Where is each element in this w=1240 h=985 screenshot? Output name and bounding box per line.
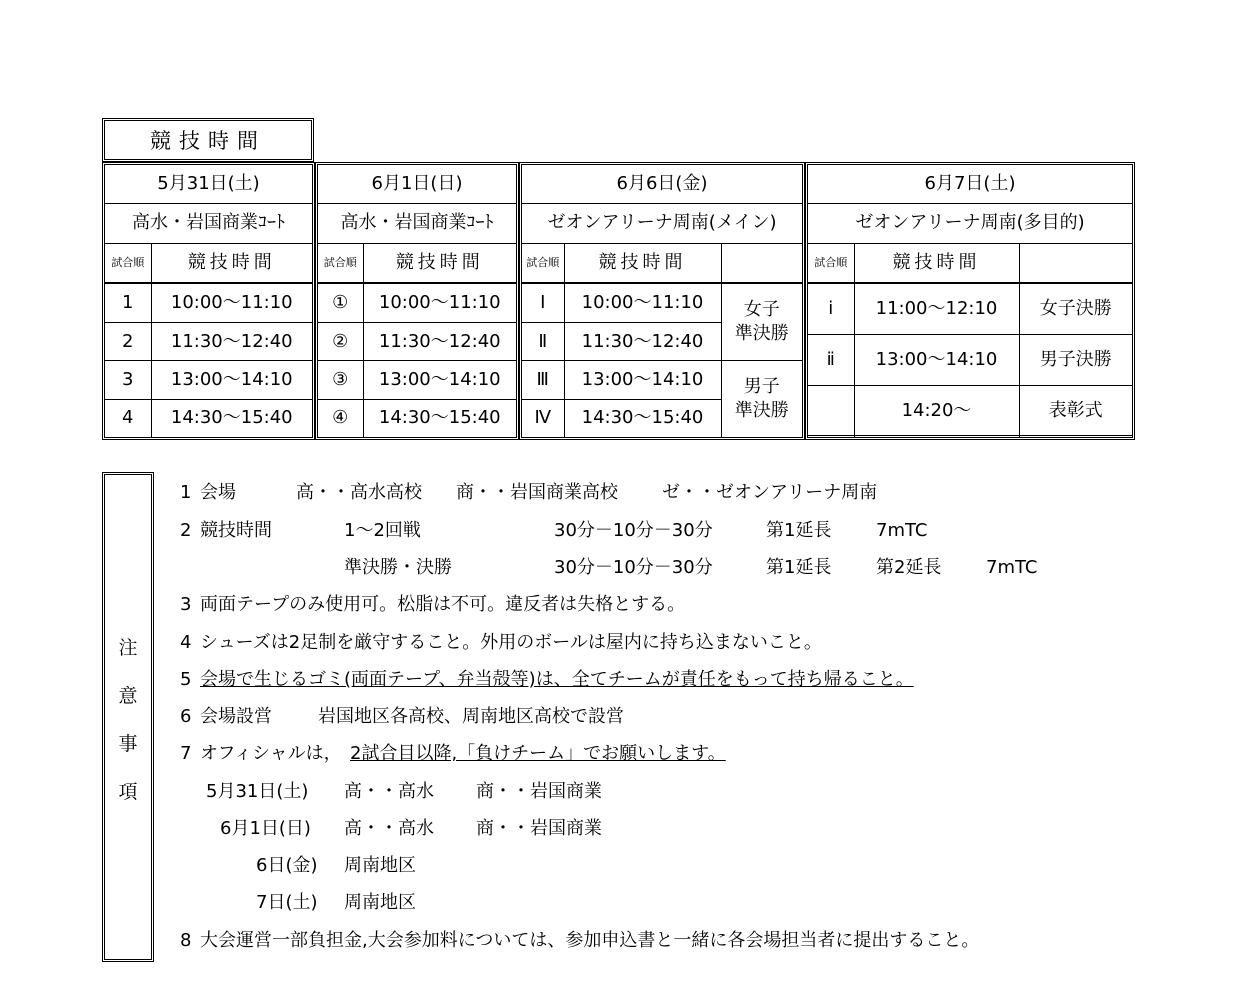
match-order: ⅱ bbox=[808, 335, 854, 386]
notes-label-char: 注 bbox=[118, 637, 138, 659]
notes-label-box bbox=[102, 472, 154, 962]
note-number: 8 bbox=[180, 930, 192, 951]
table-row bbox=[522, 283, 802, 322]
match-order: Ⅰ bbox=[522, 283, 564, 322]
event-cell bbox=[721, 361, 802, 437]
match-order: 2 bbox=[105, 322, 151, 361]
match-event bbox=[1019, 436, 1132, 437]
event-line: 準決勝 bbox=[734, 400, 789, 422]
match-time: 10:00〜11:10 bbox=[564, 283, 721, 322]
match-time: 11:30〜12:40 bbox=[363, 322, 516, 361]
official-assign: 高・・高水 bbox=[344, 781, 434, 802]
day-venue: 高水・岩国商業ｺｰﾄ bbox=[318, 203, 516, 243]
day-block-4 bbox=[805, 162, 1135, 440]
table-row bbox=[808, 283, 1132, 335]
match-time: 11:30〜12:40 bbox=[151, 322, 312, 361]
table-row bbox=[808, 436, 1132, 437]
time-header: 競技時間 bbox=[564, 243, 721, 283]
table-row bbox=[105, 322, 312, 361]
match-time: 13:00〜14:10 bbox=[151, 361, 312, 400]
match-order bbox=[808, 436, 854, 437]
match-order: 3 bbox=[105, 361, 151, 400]
day-venue: ゼオンアリーナ周南(メイン) bbox=[522, 203, 802, 243]
notes-label-char: 意 bbox=[118, 685, 138, 707]
order-header: 試合順 bbox=[522, 243, 564, 283]
table-row bbox=[105, 283, 312, 322]
event-header bbox=[1019, 243, 1132, 283]
round-name: 準決勝・決勝 bbox=[344, 557, 452, 578]
round-time: 30分－10分－30分 bbox=[554, 520, 713, 541]
match-order: ③ bbox=[318, 361, 363, 400]
match-time: 14:20〜 bbox=[854, 385, 1019, 436]
match-time: 13:00〜14:10 bbox=[564, 361, 721, 400]
table-row bbox=[318, 322, 516, 361]
official-date: 5月31日(土) bbox=[206, 781, 309, 802]
notes-label-char: 事 bbox=[118, 733, 138, 755]
table-row bbox=[808, 335, 1132, 386]
venue-abbr: 高・・高水高校 bbox=[296, 482, 422, 503]
day-block-2 bbox=[315, 162, 519, 440]
round-ext1: 第1延長 bbox=[766, 520, 832, 541]
match-order: ① bbox=[318, 283, 363, 322]
day-venue: ゼオンアリーナ周南(多目的) bbox=[808, 203, 1132, 243]
day-venue: 高水・岩国商業ｺｰﾄ bbox=[105, 203, 312, 243]
note-number: 6 bbox=[180, 706, 192, 727]
table-row bbox=[318, 361, 516, 400]
event-cell bbox=[721, 283, 802, 361]
note-label: 会場 bbox=[200, 482, 236, 503]
notes-label-char: 項 bbox=[118, 781, 138, 803]
note-label: 会場設営 bbox=[200, 706, 272, 727]
match-time: 13:00〜14:10 bbox=[363, 361, 516, 400]
match-time bbox=[854, 436, 1019, 437]
note-number: 7 bbox=[180, 743, 192, 764]
table-row bbox=[105, 361, 312, 400]
official-assign: 商・・岩国商業 bbox=[476, 818, 602, 839]
match-time: 14:30〜15:40 bbox=[363, 399, 516, 437]
order-header: 試合順 bbox=[808, 243, 854, 283]
official-date: 6日(金) bbox=[256, 855, 318, 876]
match-time: 14:30〜15:40 bbox=[564, 399, 721, 437]
match-time: 13:00〜14:10 bbox=[854, 335, 1019, 386]
note-number: 1 bbox=[180, 482, 192, 503]
time-header: 競技時間 bbox=[151, 243, 312, 283]
round-ext2: 第2延長 bbox=[876, 557, 942, 578]
match-order: Ⅲ bbox=[522, 361, 564, 400]
time-header: 競技時間 bbox=[854, 243, 1019, 283]
venue-abbr: ゼ・・ゼオンアリーナ周南 bbox=[662, 482, 878, 503]
note-text: 大会運営一部負担金,大会参加料については、参加申込書と一緒に各会場担当者に提出すること。 bbox=[200, 930, 980, 951]
match-time: 10:00〜11:10 bbox=[151, 283, 312, 322]
note-text: オフィシャルは， bbox=[200, 743, 342, 764]
match-time: 14:30〜15:40 bbox=[151, 399, 312, 437]
note-text: 両面テープのみ使用可。松脂は不可。違反者は失格とする。 bbox=[200, 594, 686, 615]
match-event: 表彰式 bbox=[1019, 385, 1132, 436]
event-line: 男子 bbox=[743, 376, 780, 398]
time-header: 競技時間 bbox=[363, 243, 516, 283]
match-time: 11:00〜12:10 bbox=[854, 283, 1019, 335]
day-block-1 bbox=[102, 162, 315, 440]
note-number: 5 bbox=[180, 669, 192, 690]
round-tc: 7mTC bbox=[986, 557, 1038, 578]
note-text: シューズは2足制を厳守すること。外用のボールは屋内に持ち込まないこと。 bbox=[200, 632, 822, 653]
match-order: Ⅱ bbox=[522, 322, 564, 360]
note-text: 岩国地区各高校、周南地区高校で設営 bbox=[318, 706, 624, 727]
match-order: ⅰ bbox=[808, 283, 854, 335]
table-row bbox=[318, 283, 516, 322]
order-header: 試合順 bbox=[105, 243, 151, 283]
official-assign: 周南地区 bbox=[344, 892, 416, 913]
event-line: 女子 bbox=[743, 299, 780, 321]
note-number: 2 bbox=[180, 520, 192, 541]
official-assign: 周南地区 bbox=[344, 855, 416, 876]
round-name: 1〜2回戦 bbox=[344, 520, 421, 541]
match-order: 4 bbox=[105, 399, 151, 437]
table-row bbox=[808, 385, 1132, 436]
official-assign: 高・・高水 bbox=[344, 818, 434, 839]
official-assign: 商・・岩国商業 bbox=[476, 781, 602, 802]
day-block-3 bbox=[519, 162, 805, 440]
venue-abbr: 商・・岩国商業高校 bbox=[456, 482, 618, 503]
note-number: 3 bbox=[180, 594, 192, 615]
note-text: 2試合目以降,「負けチーム」でお願いします。 bbox=[350, 743, 726, 764]
match-order: ② bbox=[318, 322, 363, 361]
table-row bbox=[522, 361, 802, 400]
schedule-title: 競技時間 bbox=[102, 118, 314, 162]
round-tc: 7mTC bbox=[876, 520, 928, 541]
event-line: 準決勝 bbox=[734, 323, 789, 345]
note-label: 競技時間 bbox=[200, 520, 272, 541]
day-date: 6月6日(金) bbox=[522, 165, 802, 203]
event-header bbox=[721, 243, 802, 283]
day-date: 6月1日(日) bbox=[318, 165, 516, 203]
official-date: 6月1日(日) bbox=[220, 818, 311, 839]
match-time: 10:00〜11:10 bbox=[363, 283, 516, 322]
official-date: 7日(土) bbox=[256, 892, 318, 913]
round-time: 30分－10分－30分 bbox=[554, 557, 713, 578]
match-event: 女子決勝 bbox=[1019, 283, 1132, 335]
match-order: Ⅳ bbox=[522, 399, 564, 437]
note-number: 4 bbox=[180, 632, 192, 653]
day-date: 6月7日(土) bbox=[808, 165, 1132, 203]
match-time: 11:30〜12:40 bbox=[564, 322, 721, 360]
match-order: 1 bbox=[105, 283, 151, 322]
day-date: 5月31日(土) bbox=[105, 165, 312, 203]
match-event: 男子決勝 bbox=[1019, 335, 1132, 386]
table-row bbox=[318, 399, 516, 437]
match-order bbox=[808, 385, 854, 436]
round-ext1: 第1延長 bbox=[766, 557, 832, 578]
note-text: 会場で生じるゴミ(両面テープ、弁当殻等)は、全てチームが責任をもって持ち帰ること。 bbox=[200, 669, 914, 690]
match-order: ④ bbox=[318, 399, 363, 437]
table-row bbox=[105, 399, 312, 437]
order-header: 試合順 bbox=[318, 243, 363, 283]
